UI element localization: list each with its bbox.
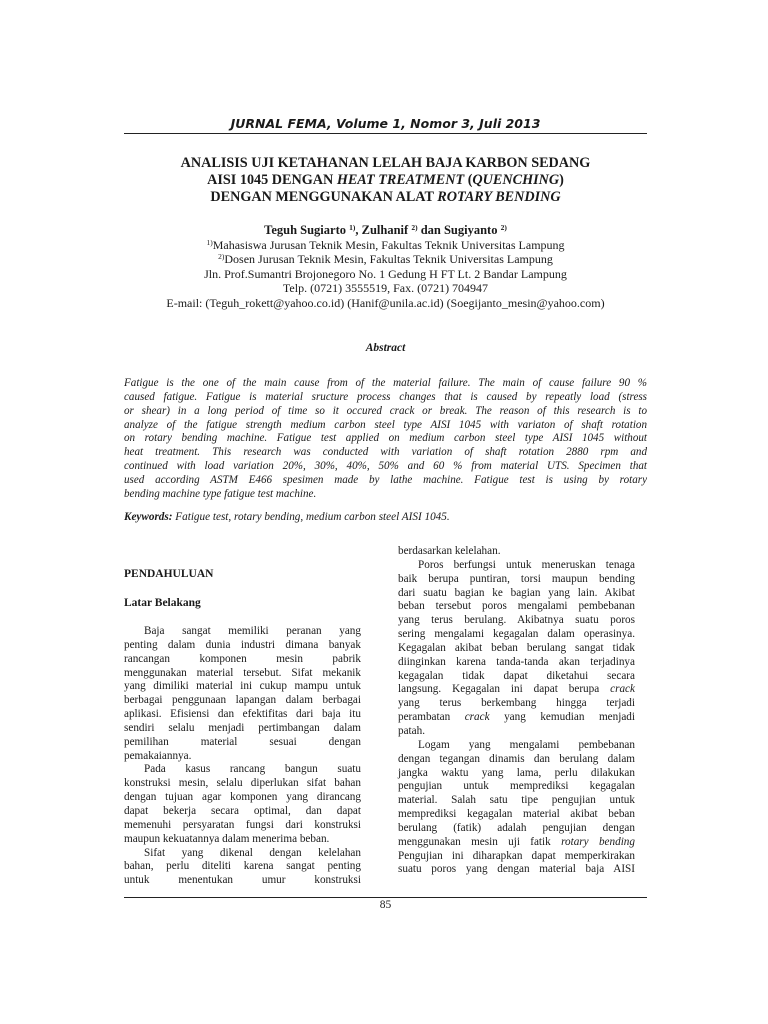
keywords-label: Keywords: [124,511,173,523]
body-line: sering mengalami kegagalan dalam operasinya. [398,628,635,641]
affiliation-mark: 2) [218,252,225,262]
body-line: patah. [398,724,426,737]
phone: Telp. (0721) 3555519, Fax. (0721) 704947 [282,281,489,296]
body-text: yang kemudian menjadi [489,711,635,724]
address: Jln. Prof.Sumantri Brojonegoro No. 1 Gedung H FT Lt. 2 Bandar Lampung [204,266,567,281]
body-line: yang terus berulang. Akibatnya suatu poros [398,614,635,627]
abstract-line: or shear) in a long period of time so it occured crack or break. The reason of this research is to [124,404,647,417]
body-line: jangka waktu yang lama, perlu dilakukan [398,766,635,779]
journal-header: JURNAL FEMA, Volume 1, Nomor 3, Juli 2013 [230,116,541,131]
body-line: pemakaiannya. [124,749,192,762]
title-line-2 [124,172,647,189]
body-line: Baja sangat memiliki peranan yang [144,625,361,637]
body-line: konstruksi mesin, selalu diperlukan sifat bahan [124,777,361,790]
body-line: Kegagalan akibat beban berulang sangat tidak [398,641,635,654]
body-line: penting dalam dunia industri dimana banyak [124,638,361,651]
title-line-1: ANALISIS UJI KETAHANAN LELAH BAJA KARBON SEDANG [180,155,591,171]
title-italic: HEAT TREATMENT [336,172,465,188]
paper-title [124,155,647,206]
section-heading: PENDAHULUAN [124,568,214,580]
body-line [398,836,635,850]
subsection-heading: Latar Belakang [124,597,201,609]
body-line: yang dimiliki material ini cukup mampu untuk [124,680,361,693]
body-line: untuk menentukan umur konstruksi [124,874,361,887]
body-line: dari suatu bagian ke bagian yang lain. Akibat [398,586,635,599]
title-italic: ROTARY BENDING [437,189,561,205]
abstract-line: used according ASTM E466 spesimen made by lathe machine. Fatigue test is using by rotary [124,473,647,486]
body-text: perambatan [398,711,465,724]
body-line: Logam yang mengalami pembebanan [418,738,635,751]
body-line: Poros berfungsi untuk meneruskan tenaga [418,558,635,571]
author-name: Teguh Sugiarto [264,223,350,237]
right-column [398,545,635,877]
page-number: 85 [379,899,392,911]
body-line: memprediksi kegagalan material akibat beban [398,808,635,821]
abstract-heading: Abstract [365,342,406,354]
body-line: dapat bekerja secara optimal, dan dapat [124,804,361,817]
body-line: menggunakan material tersebut. Sifat mekanik [124,666,361,679]
body-line: dengan tujuan agar komponen yang dirancang [124,791,361,804]
body-line: pengujian untuk memprediksi kegagalan [398,780,635,793]
title-text: AISI 1045 DENGAN [207,172,337,188]
italic-term: crack [464,711,490,724]
body-line: Pada kasus rancang bangun suatu [144,763,361,776]
title-italic: QUENCHING [472,172,560,188]
affiliation-1 [124,238,647,253]
body-line: suatu poros yang dengan material baja AISI [398,863,635,876]
body-line: rancangan komponen mesin pabrik [124,652,361,665]
body-line: Sifat yang dikenal dengan kelelahan [144,846,361,859]
affiliation-2 [124,252,647,267]
body-line: baik berupa puntiran, torsi maupun bending [398,572,635,585]
body-line: Pengujian ini diharapkan dapat memperkirakan [398,849,635,862]
abstract-line: bending machine type fatigue test machine. [124,487,317,500]
abstract-line: continued with load variation 20%, 30%, 40%, 50% and 60 % from material UTS. Specimen that [124,460,647,473]
body-line: aplikasi. Efisiensi dan efektifitas dari baja itu [124,708,361,721]
keywords [124,511,647,523]
affiliation-text: Dosen Jurusan Teknik Mesin, Fakultas Teknik Universitas Lampung [224,252,553,267]
body-line: diinginkan karena tanda-tanda akan terjadinya [398,655,635,668]
abstract-line: caused fatigue. Fatigue is material sructure process changes that is caused by repeatly load (stress [124,390,647,403]
body-line: berdasarkan kelelahan. [398,545,501,557]
header-rule [124,133,647,134]
body-line: maupun kekuatannya dalam menerima beban. [124,832,330,845]
body-line: bahan, perlu diteliti karena sangat penting [124,860,361,873]
author-names [124,223,647,238]
body-line: memenuhi persyaratan fungsi dari konstruksi [124,818,361,831]
affiliation-text: Mahasiswa Jurusan Teknik Mesin, Fakultas Teknik Universitas Lampung [212,237,565,252]
body-line: beban tersebut poros mengalami pembebanan [398,600,635,613]
italic-term: rotary bending [561,835,635,848]
affiliation-mark: 1) [206,237,213,247]
body-line: dengan tegangan dinamis dan berulang dalam [398,752,635,765]
body-line: material. Salah satu tipe pengujian untuk [398,794,635,807]
abstract-line: analyze of the fatigue strength medium carbon steel type AISI 1045 with variaton of shaft rotation [124,418,647,431]
body-line: pemilihan material sesuai dengan [124,735,361,748]
email: E-mail: (Teguh_rokett@yahoo.co.id) (Hanif@unila.ac.id) (Soegijanto_mesin@yahoo.com) [166,295,605,310]
author-mark: 1) [349,223,356,232]
body-line: yang terus berkembang hingga terjadi [398,697,635,710]
keywords-text: Fatigue test, rotary bending, medium carbon steel AISI 1045. [172,511,450,523]
title-line-3 [124,189,647,206]
body-line: kegagalan tidak dapat diketahui secara [398,669,635,682]
left-column [124,568,361,888]
body-text: langsung. Kegagalan ini dapat berupa [398,683,611,696]
footer-rule [124,897,647,898]
title-text: DENGAN MENGGUNAKAN ALAT [210,189,438,205]
author-mark: 2) [500,223,507,232]
author-name: , Zulhanif [355,223,412,237]
title-text: ( [464,172,473,188]
body-line [398,711,635,725]
abstract-body [124,377,647,502]
abstract-line: Fatigue is the one of the main cause from of the material failure. The main of cause failure 90 % [124,377,647,389]
abstract-line: on rotary bending machine. Fatigue test applied on medium carbon steel type AISI 1045 without [124,432,647,445]
body-text: menggunakan mesin uji fatik [398,835,562,848]
abstract-line: heat treatment. This research was conducted with variation of shaft rotation 2880 rpm and [124,446,647,459]
italic-term: crack [610,683,635,696]
author-name: dan Sugiyanto [417,223,501,237]
body-line: berbagai penggunaan lapangan dalam berbagai [124,694,361,707]
author-block [124,223,647,311]
body-line: sendiri selalu menjadi pertimbangan dalam [124,721,361,734]
body-line [398,683,635,697]
author-mark: 2) [411,223,418,232]
title-text: ) [559,172,564,188]
body-line: berulang (fatik) adalah pengujian dengan [398,821,635,834]
